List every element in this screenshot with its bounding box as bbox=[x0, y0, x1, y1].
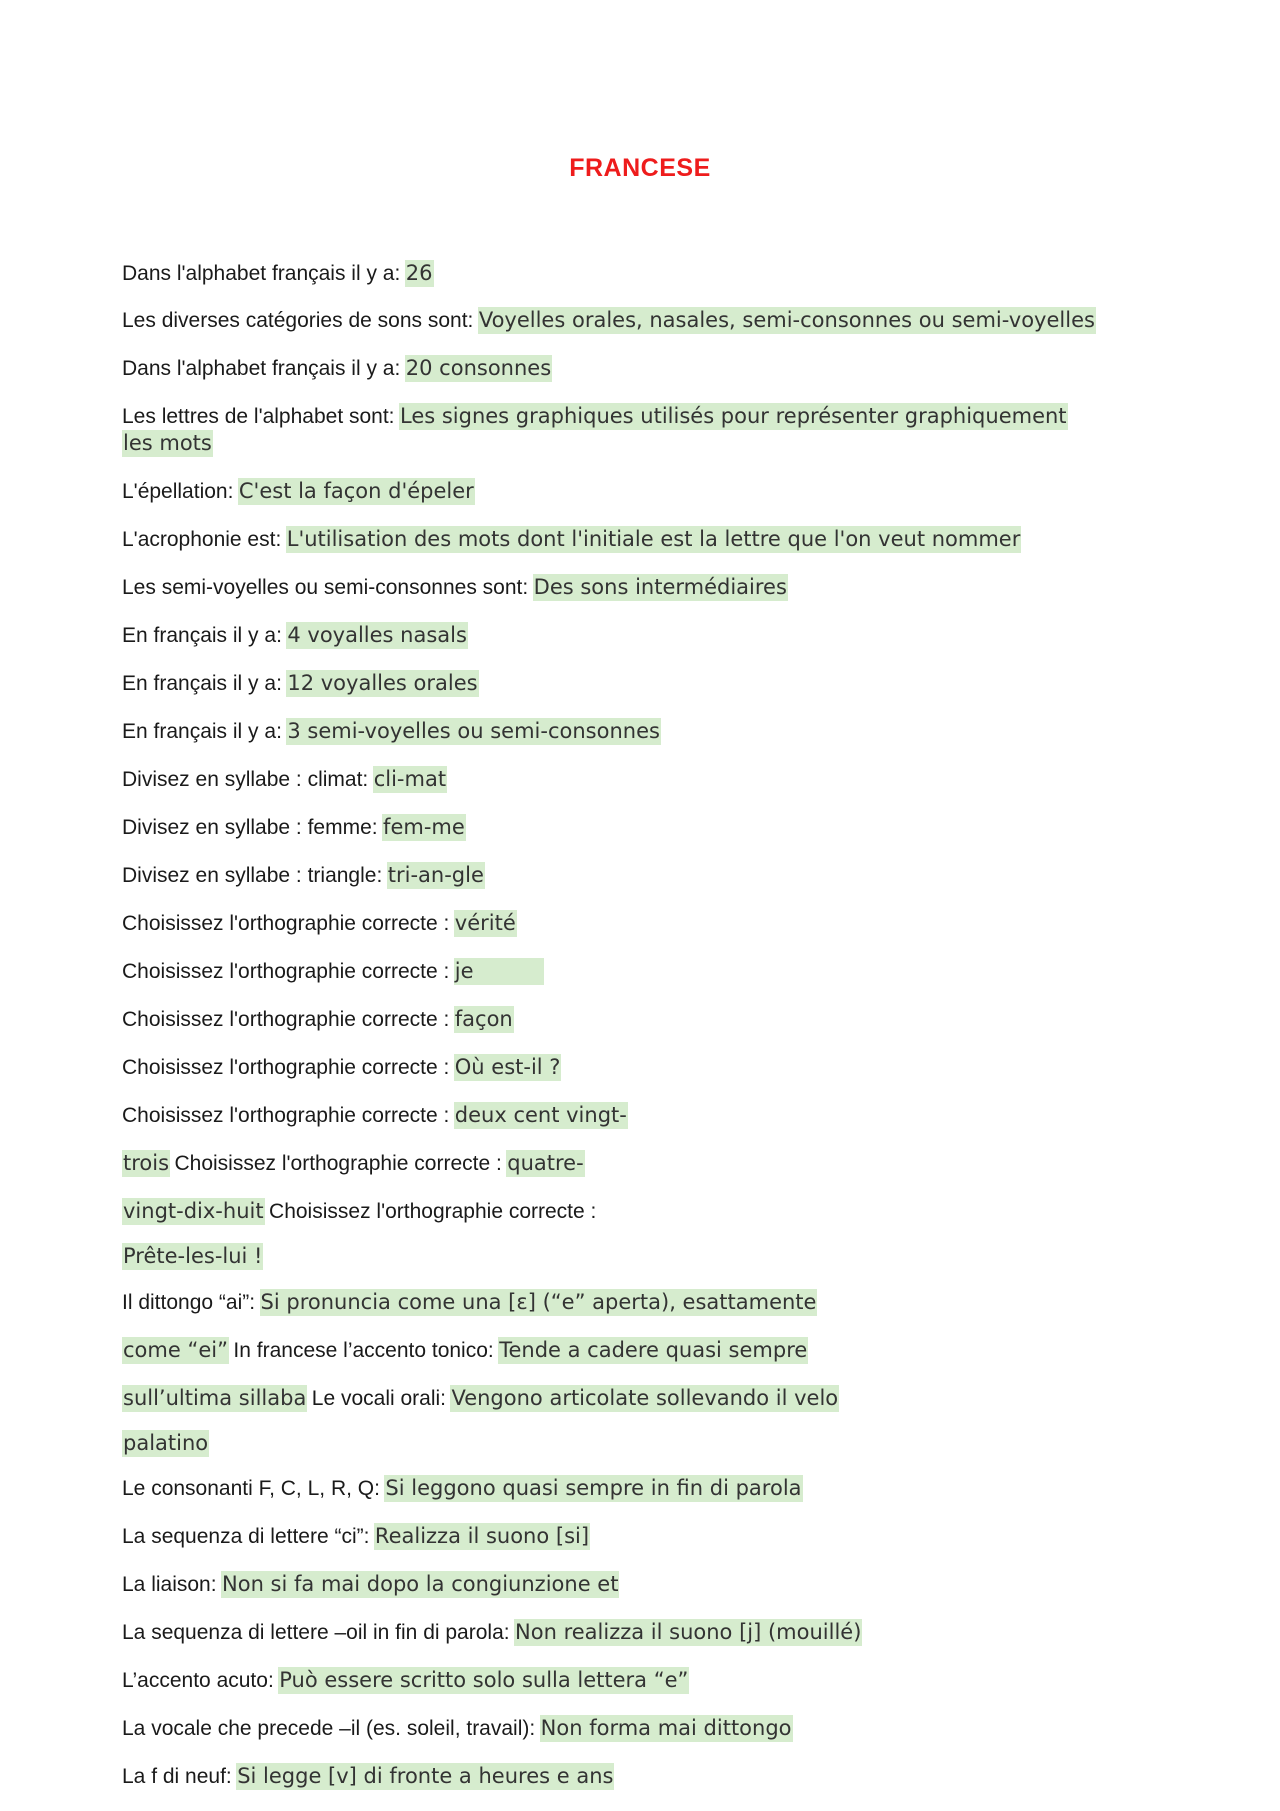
answer: come “ei” bbox=[123, 1338, 228, 1362]
question: Les diverses catégories de sons sont: bbox=[122, 309, 474, 332]
question: Choisissez l'orthographie correcte : bbox=[122, 912, 450, 935]
question: En français il y a: bbox=[122, 672, 282, 695]
qa-line bbox=[122, 1617, 862, 1647]
answer: deux cent vingt- bbox=[454, 1103, 627, 1127]
answer: Prête-les-lui ! bbox=[123, 1244, 263, 1268]
qa-line bbox=[122, 764, 447, 794]
question: La liaison: bbox=[122, 1573, 217, 1596]
qa-line bbox=[122, 956, 544, 986]
qa-line-continuation bbox=[122, 1241, 263, 1271]
question: L’accento acuto: bbox=[122, 1669, 274, 1692]
question: L'acrophonie est: bbox=[122, 528, 282, 551]
question: Divisez en syllabe : triangle: bbox=[122, 864, 383, 887]
answer: je bbox=[454, 958, 544, 985]
answer: Si legge [v] di fronte a heures e ans bbox=[237, 1764, 614, 1788]
qa-line bbox=[122, 524, 1021, 554]
qa-line bbox=[122, 908, 517, 938]
question: Choisissez l'orthographie correcte : bbox=[122, 960, 450, 983]
answer: 4 voyalles nasals bbox=[287, 623, 467, 647]
qa-line bbox=[122, 1148, 585, 1178]
question: Choisissez l'orthographie correcte : bbox=[122, 1008, 450, 1031]
question: Choisissez l'orthographie correcte : bbox=[122, 1104, 450, 1127]
answer: cli-mat bbox=[373, 767, 447, 791]
question: L'épellation: bbox=[122, 480, 234, 503]
answer: 12 voyalles orales bbox=[287, 671, 478, 695]
answer: Vengono articolate sollevando il velo bbox=[451, 1386, 839, 1410]
answer: tri-an-gle bbox=[387, 863, 484, 887]
answer: Si pronuncia come una [ɛ] (“e” aperta), esattamente bbox=[260, 1290, 817, 1314]
question: Choisissez l'orthographie correcte : bbox=[174, 1152, 502, 1175]
question: La sequenza di lettere “ci”: bbox=[122, 1525, 370, 1548]
answer: Non realizza il suono [j] (mouillé) bbox=[515, 1620, 862, 1644]
qa-line bbox=[122, 1665, 689, 1695]
qa-line bbox=[122, 860, 485, 890]
answer: Non si fa mai dopo la congiunzione et bbox=[222, 1572, 619, 1596]
question: En français il y a: bbox=[122, 624, 282, 647]
answer: 3 semi-voyelles ou semi-consonnes bbox=[287, 719, 660, 743]
answer: sull’ultima sillaba bbox=[123, 1386, 307, 1410]
qa-line bbox=[122, 1052, 561, 1082]
qa-line bbox=[122, 1100, 628, 1130]
answer: vérité bbox=[454, 911, 516, 935]
answer: façon bbox=[454, 1007, 513, 1031]
answer: 20 consonnes bbox=[405, 356, 552, 380]
question: Choisissez l'orthographie correcte : bbox=[269, 1200, 597, 1223]
answer: quatre- bbox=[507, 1151, 584, 1175]
qa-line bbox=[122, 1473, 803, 1503]
qa-line bbox=[122, 476, 475, 506]
page-title: FRANCESE bbox=[569, 154, 711, 182]
qa-line bbox=[122, 1713, 793, 1743]
qa-line bbox=[122, 1196, 596, 1226]
qa-line bbox=[122, 353, 552, 383]
question: In francese l’accento tonico: bbox=[233, 1339, 494, 1362]
answer: C'est la façon d'épeler bbox=[238, 479, 474, 503]
answer: L'utilisation des mots dont l'initiale est la lettre que l'on veut nommer bbox=[286, 527, 1021, 551]
question: La vocale che precede –il (es. soleil, travail): bbox=[122, 1717, 536, 1740]
qa-line bbox=[122, 716, 661, 746]
qa-line bbox=[122, 1287, 817, 1317]
question: Dans l'alphabet français il y a: bbox=[122, 262, 401, 285]
answer: Si leggono quasi sempre in fin di parola bbox=[385, 1476, 802, 1500]
answer: les mots bbox=[123, 431, 212, 455]
question: Choisissez l'orthographie correcte : bbox=[122, 1056, 450, 1079]
qa-line-continuation bbox=[122, 428, 213, 458]
answer: vingt-dix-huit bbox=[123, 1199, 264, 1223]
answer: Può essere scritto solo sulla lettera “e” bbox=[279, 1668, 689, 1692]
qa-line bbox=[122, 1569, 619, 1599]
question: Le consonanti F, C, L, R, Q: bbox=[122, 1477, 380, 1500]
qa-line bbox=[122, 401, 1068, 431]
answer: Voyelles orales, nasales, semi-consonnes ou semi-voyelles bbox=[478, 308, 1095, 332]
qa-line bbox=[122, 668, 479, 698]
qa-line bbox=[122, 1004, 514, 1034]
question: La sequenza di lettere –oil in fin di parola: bbox=[122, 1621, 510, 1644]
answer: Des sons intermédiaires bbox=[533, 575, 787, 599]
answer: trois bbox=[123, 1151, 170, 1175]
answer: Les signes graphiques utilisés pour représenter graphiquement bbox=[399, 404, 1067, 428]
question: Divisez en syllabe : femme: bbox=[122, 816, 378, 839]
question: Il dittongo “ai”: bbox=[122, 1291, 256, 1314]
answer: palatino bbox=[123, 1431, 209, 1455]
question: Le vocali orali: bbox=[311, 1387, 447, 1410]
qa-line bbox=[122, 305, 1096, 335]
qa-line bbox=[122, 1335, 808, 1365]
question: Les lettres de l'alphabet sont: bbox=[122, 405, 395, 428]
qa-line-continuation bbox=[122, 1428, 209, 1458]
qa-line bbox=[122, 572, 788, 602]
question: En français il y a: bbox=[122, 720, 282, 743]
qa-line bbox=[122, 1521, 590, 1551]
answer: Realizza il suono [si] bbox=[374, 1524, 590, 1548]
answer: Non forma mai dittongo bbox=[540, 1716, 792, 1740]
answer: fem-me bbox=[383, 815, 465, 839]
question: Les semi-voyelles ou semi-consonnes sont: bbox=[122, 576, 529, 599]
qa-line bbox=[122, 620, 468, 650]
answer: 26 bbox=[405, 261, 433, 285]
answer: Où est-il ? bbox=[454, 1055, 561, 1079]
answer: Tende a cadere quasi sempre bbox=[499, 1338, 808, 1362]
qa-line bbox=[122, 812, 466, 842]
question: La f di neuf: bbox=[122, 1765, 232, 1788]
question: Dans l'alphabet français il y a: bbox=[122, 357, 401, 380]
qa-line bbox=[122, 1761, 614, 1791]
qa-line bbox=[122, 258, 434, 288]
qa-line bbox=[122, 1383, 839, 1413]
question: Divisez en syllabe : climat: bbox=[122, 768, 369, 791]
